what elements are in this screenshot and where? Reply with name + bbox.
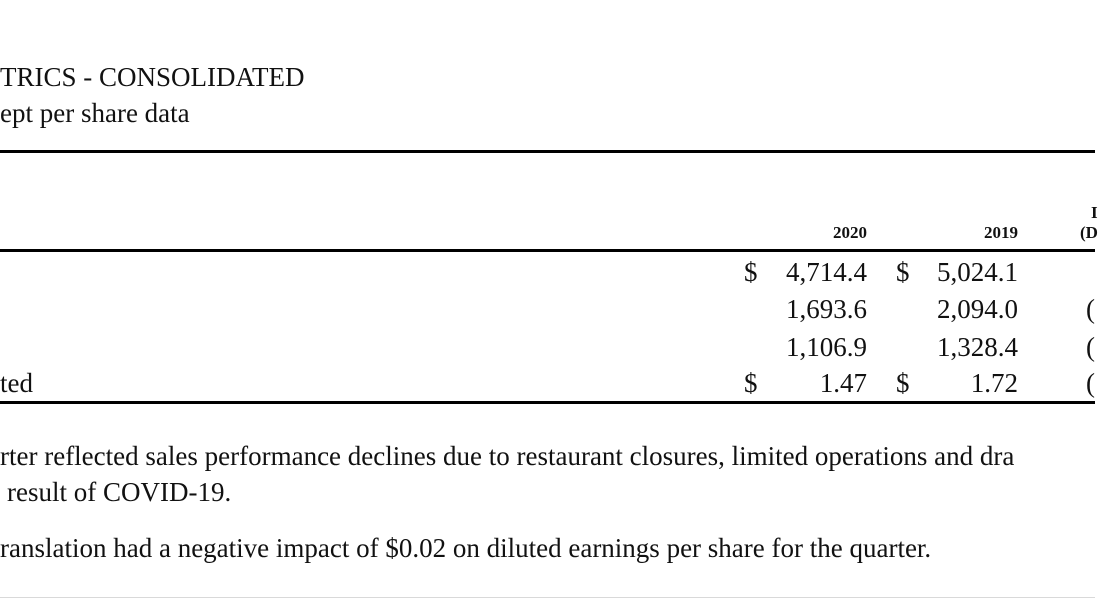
bottom-rule <box>0 401 1095 404</box>
currency-2019: $ <box>896 257 910 287</box>
value-2020: 1.47 <box>819 368 867 398</box>
column-header-fragment-top: I <box>1091 203 1098 222</box>
value-2019: 1.72 <box>970 368 1018 398</box>
top-rule <box>0 150 1095 153</box>
note-line-3: ranslation had a negative impact of $0.02 on diluted earnings per share for the quarter. <box>0 533 932 563</box>
change-value: ( <box>1086 332 1095 362</box>
table-row <box>0 253 1095 291</box>
table-row <box>0 290 1095 328</box>
table-row <box>0 364 1095 402</box>
value-2020: 1,693.6 <box>786 294 867 324</box>
page-subtitle: ept per share data <box>0 98 190 128</box>
value-2020: 4,714.4 <box>786 257 867 287</box>
column-header-change: (D <box>1080 223 1098 242</box>
change-value: ( <box>1086 368 1095 398</box>
note-line-1: rter reflected sales performance declines due to restaurant closures, limited operations and dra <box>0 441 1015 471</box>
page-title: TRICS - CONSOLIDATED <box>0 62 305 92</box>
value-2019: 1,328.4 <box>937 332 1018 362</box>
note-line-2: result of COVID-19. <box>7 477 232 507</box>
currency-2019: $ <box>896 368 910 398</box>
currency-2020: $ <box>744 368 758 398</box>
column-header-2020: 2020 <box>833 223 867 242</box>
value-2020: 1,106.9 <box>786 332 867 362</box>
value-2019: 2,094.0 <box>937 294 1018 324</box>
column-header-2019: 2019 <box>984 223 1018 242</box>
table-row <box>0 328 1095 366</box>
change-value: ( <box>1086 294 1095 324</box>
header-rule <box>0 249 1095 252</box>
currency-2020: $ <box>744 257 758 287</box>
footer-divider <box>0 597 1095 598</box>
row-label: ted <box>0 368 33 398</box>
value-2019: 5,024.1 <box>937 257 1018 287</box>
